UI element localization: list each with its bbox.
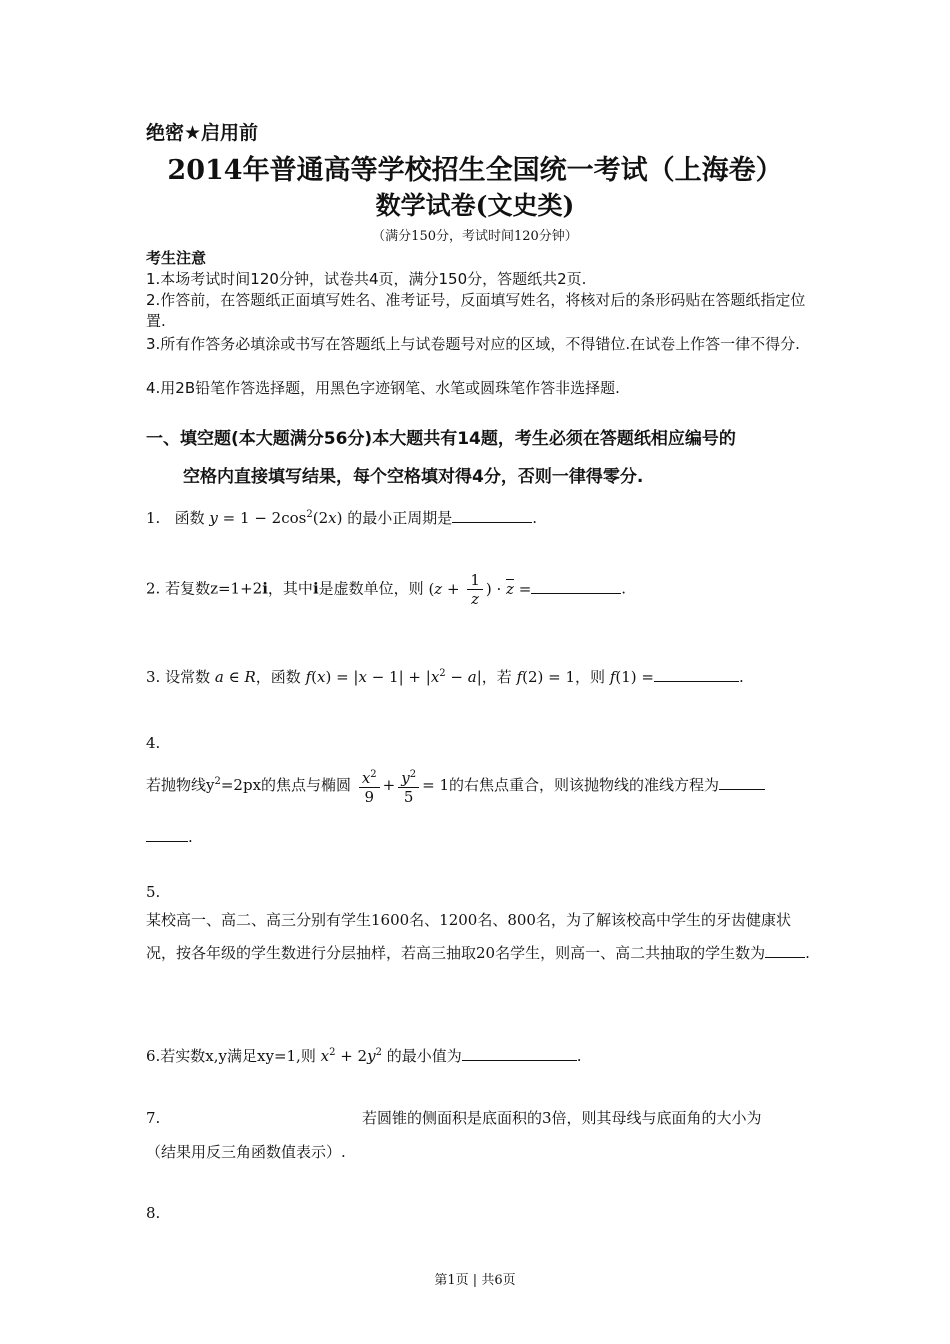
question-text: 是虚数单位，则 — [318, 579, 424, 598]
answer-blank[interactable] — [452, 507, 532, 523]
question-text: 若抛物线y — [146, 776, 215, 794]
notice-title: 考生注意 — [146, 249, 207, 267]
paper-title: 数学试卷(文史类) — [375, 191, 575, 220]
formula: f(1) = — [609, 668, 654, 686]
question-text: . — [739, 668, 744, 686]
answer-blank[interactable] — [654, 666, 739, 682]
question-4-number: 4. — [146, 734, 161, 752]
formula: $y = 1 - 2\cos^2(2x)$ — [209, 509, 343, 527]
question-8-number: 8. — [146, 1204, 161, 1222]
question-4-cont — [146, 826, 816, 847]
question-7-number: 7. — [146, 1109, 161, 1127]
question-text: ，若 — [481, 668, 512, 686]
question-text: . — [621, 579, 627, 598]
question-1 — [146, 505, 816, 528]
question-text: 函数 — [174, 509, 205, 527]
question-text: . — [188, 828, 193, 846]
question-text: 某校高一、高二、高三分别有学生1600名、1200名、800名，为了解该校高中学生的牙齿健康状况，按各年级的学生数进行分层抽样，若高三抽取20名学生，则高一、高二共抽取的学生数为 — [146, 911, 791, 962]
secret-label: 绝密★启用前 — [146, 122, 259, 144]
question-text: 的最小正周期是 — [347, 509, 453, 527]
answer-blank[interactable] — [719, 774, 765, 790]
question-text: 3. 设常数 — [146, 668, 211, 686]
formula: $\frac{x^2}{9}$ + $\frac{y^2}{5}$ = 1 — [356, 776, 449, 794]
exam-title: 2014年普通高等学校招生全国统一考试（上海卷） — [167, 155, 783, 186]
question-text: 6.若实数x,y满足xy=1,则 — [146, 1047, 316, 1065]
formula: f(2) = 1 — [516, 668, 576, 686]
answer-blank[interactable] — [146, 826, 188, 842]
section-heading-line1: 一、填空题(本大题满分56分)本大题共有14题，考生必须在答题纸相应编号的 — [146, 429, 736, 449]
question-4 — [146, 766, 816, 806]
question-7-text: 若圆锥的侧面积是底面积的3倍，则其母线与底面角的大小为 — [362, 1109, 762, 1127]
question-text: . — [576, 1047, 582, 1065]
answer-blank[interactable] — [462, 1045, 577, 1061]
question-text: i — [312, 579, 319, 598]
question-text: 的右焦点重合，则该抛物线的准线方程为 — [449, 776, 720, 794]
question-5-number: 5. — [146, 883, 161, 901]
formula: a ∈ R — [214, 668, 256, 686]
notice-item: 2.作答前，在答题纸正面填写姓名、准考证号，反面填写姓名，将核对后的条形码贴在答题纸指定位置. — [146, 291, 806, 330]
question-text: 2. 若复数z=1+2 — [146, 579, 263, 598]
formula: $x^2 + 2y^2$ — [320, 1047, 382, 1065]
notice-item: 4.用2B铅笔作答选择题，用黑色字迹钢笔、水笔或圆珠笔作答非选择题. — [146, 379, 620, 397]
section-heading-line2: 空格内直接填写结果，每个空格填对得4分，否则一律得零分. — [183, 467, 644, 487]
formula: (z + $\frac{1}{z}$ ) · $\overline{z}$ = — [428, 571, 532, 608]
question-text: ，函数 — [255, 668, 301, 686]
question-text: i — [262, 579, 268, 598]
formula: $f(x) = |x - 1| + |x^2 - a|$ — [305, 668, 482, 686]
notice-item: 1.本场考试时间120分钟，试卷共4页，满分150分，答题纸共2页. — [146, 270, 587, 288]
exam-subtitle: （满分150分，考试时间120分钟） — [372, 229, 578, 244]
question-2 — [146, 571, 816, 608]
question-text: . — [532, 509, 538, 527]
question-text: . — [805, 944, 810, 962]
notice-item: 3.所有作答务必填涂或书写在答题纸上与试卷题号对应的区域，不得错位.在试卷上作答一律不得分. — [146, 335, 800, 353]
question-text: 的最小值为 — [386, 1047, 462, 1065]
question-6 — [146, 1043, 816, 1066]
answer-blank[interactable] — [765, 942, 805, 958]
section-heading — [146, 420, 826, 496]
question-text: 2 — [214, 776, 221, 787]
question-number: 1. — [146, 509, 161, 527]
answer-blank[interactable] — [531, 578, 621, 594]
question-5 — [146, 904, 816, 970]
question-3 — [146, 664, 816, 687]
question-7-line2: （结果用反三角函数值表示）. — [146, 1143, 346, 1161]
question-text: ，则 — [575, 668, 606, 686]
page-footer: 第1页 | 共6页 — [434, 1273, 516, 1288]
question-text: =2px的焦点与椭圆 — [220, 776, 352, 794]
question-text: ，其中 — [267, 579, 313, 598]
